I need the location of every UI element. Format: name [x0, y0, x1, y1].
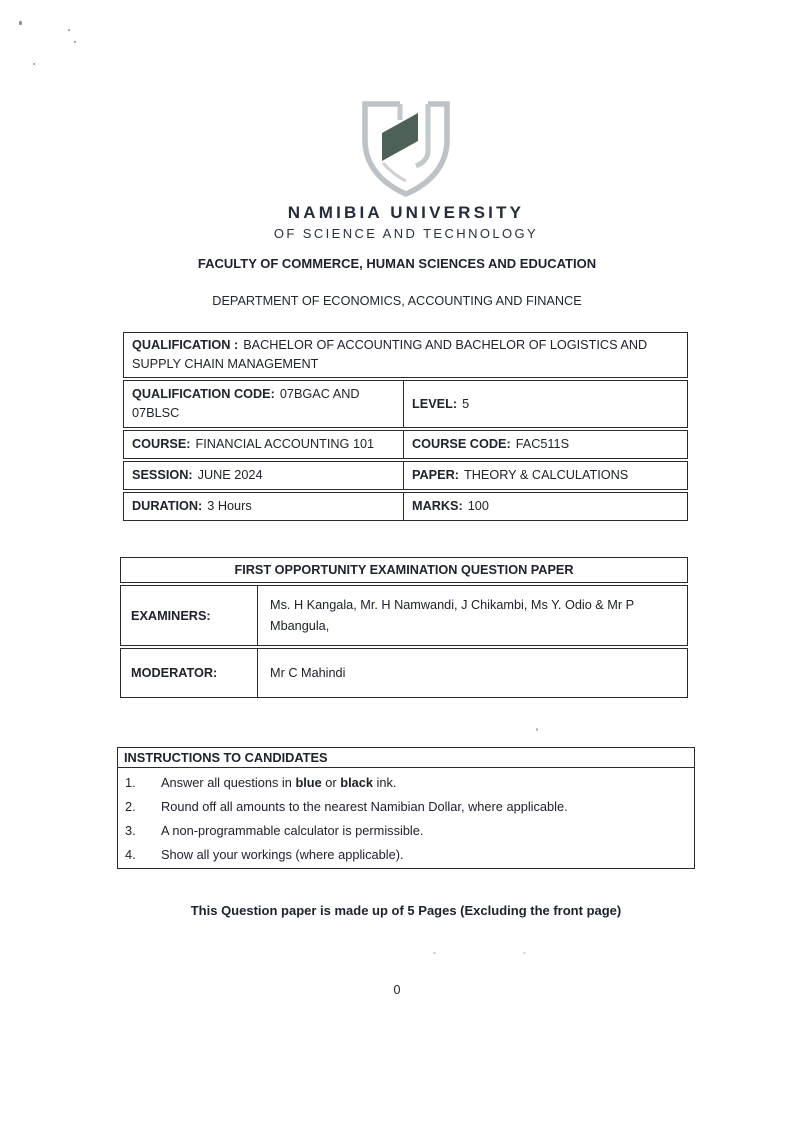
duration-label: DURATION: — [132, 499, 203, 513]
table-row-code-level — [123, 380, 688, 428]
marks-label: MARKS: — [412, 499, 463, 513]
university-name: NAMIBIA UNIVERSITY — [287, 203, 525, 222]
university-logo — [9, 95, 794, 206]
examiners-value: Ms. H Kangala, Mr. H Namwandi, J Chikambi, Ms Y. Odio & Mr P Mbangula, — [270, 597, 634, 633]
scan-speck — [68, 29, 70, 31]
moderator-value: Mr C Mahindi — [270, 665, 346, 680]
instruction-text-part: or — [321, 775, 341, 790]
university-name-sub: OF SCIENCE AND TECHNOLOGY — [273, 226, 539, 241]
session-cell — [124, 462, 404, 489]
course-label: COURSE: — [132, 437, 191, 451]
instruction-text-bold: blue — [295, 775, 322, 790]
instruction-text: Show all your workings (where applicable). — [161, 847, 404, 862]
instructions-box — [117, 747, 695, 869]
scan-speck — [74, 41, 76, 43]
examination-table — [120, 557, 688, 698]
marks-cell — [404, 493, 687, 520]
instruction-text: Round off all amounts to the nearest Namibian Dollar, where applicable. — [161, 799, 568, 814]
moderator-label: MODERATOR: — [121, 649, 258, 697]
level-value: 5 — [462, 396, 470, 411]
faculty-title: FACULTY OF COMMERCE, HUMAN SCIENCES AND EDUCATION — [197, 256, 597, 271]
qualification-label: QUALIFICATION : — [132, 338, 239, 352]
course-code-cell — [404, 431, 687, 458]
instruction-number: 4. — [125, 847, 136, 862]
scan-speck — [33, 63, 35, 65]
scan-speck — [19, 21, 22, 25]
paper-value: THEORY & CALCULATIONS — [464, 468, 629, 482]
duration-cell — [124, 493, 404, 520]
instruction-number: 1. — [125, 775, 136, 790]
table-row-duration — [123, 492, 688, 521]
exam-paper-title: FIRST OPPORTUNITY EXAMINATION QUESTION PAPER — [120, 557, 688, 583]
table-row-session — [123, 461, 688, 490]
qualification-code-label: QUALIFICATION CODE: — [132, 387, 275, 401]
instruction-item-3 — [118, 819, 694, 843]
scan-speck — [536, 728, 538, 731]
page-number: 0 — [393, 983, 401, 997]
department-title: DEPARTMENT OF ECONOMICS, ACCOUNTING AND FINANCE — [212, 294, 582, 308]
instruction-item-2 — [118, 795, 694, 819]
paper-cell — [404, 462, 687, 489]
table-row-course — [123, 430, 688, 459]
emblem-parallelogram — [382, 113, 418, 161]
course-details-table — [123, 332, 688, 521]
nust-shield-logo-icon — [350, 95, 462, 201]
examiners-label: EXAMINERS: — [121, 586, 258, 645]
instruction-item-4 — [118, 843, 694, 867]
page-count-note: This Question paper is made up of 5 Pages (Excluding the front page) — [190, 903, 622, 918]
marks-value: 100 — [467, 499, 489, 513]
qualification-value: BACHELOR OF ACCOUNTING AND BACHELOR OF LOGISTICS AND SUPPLY CHAIN MANAGEMENT — [132, 338, 648, 371]
qualification-code-cell — [124, 381, 404, 427]
scan-speck — [523, 952, 526, 954]
session-label: SESSION: — [132, 468, 193, 482]
duration-value: 3 Hours — [207, 499, 252, 513]
table-row-examiners — [120, 585, 688, 646]
instructions-list — [118, 768, 694, 867]
instructions-title: INSTRUCTIONS TO CANDIDATES — [118, 748, 694, 768]
instruction-text: A non-programmable calculator is permissible. — [161, 823, 424, 838]
instruction-number: 3. — [125, 823, 136, 838]
level-cell — [404, 381, 687, 427]
qualification-code-value: 07BGAC AND 07BLSC — [132, 387, 360, 420]
table-row-moderator — [120, 648, 688, 698]
instruction-text-part: Answer all questions in — [161, 775, 296, 790]
instruction-text-part: ink. — [372, 775, 397, 790]
instruction-text-bold: black — [340, 775, 373, 790]
qualification-cell — [124, 333, 687, 377]
inner-shield-line — [383, 163, 406, 181]
course-value: FINANCIAL ACCOUNTING 101 — [195, 437, 375, 451]
course-code-label: COURSE CODE: — [412, 437, 511, 451]
course-cell — [124, 431, 404, 458]
instruction-text — [161, 771, 694, 795]
table-row-qualification — [123, 332, 688, 378]
scan-speck — [433, 952, 436, 954]
instruction-number: 2. — [125, 799, 136, 814]
course-code-value: FAC511S — [515, 437, 570, 451]
level-label: LEVEL: — [412, 396, 458, 411]
paper-label: PAPER: — [412, 468, 459, 482]
session-value: JUNE 2024 — [197, 468, 263, 482]
instruction-item-1 — [118, 771, 694, 795]
